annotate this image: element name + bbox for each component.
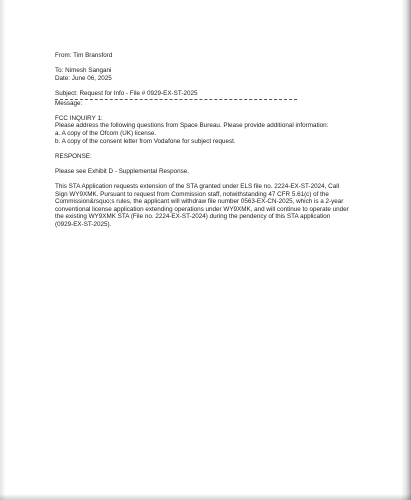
email-document <box>55 52 355 229</box>
inquiry-text: Please address the following questions from Space Bureau. Please provide additional information: <box>55 122 329 130</box>
inquiry-item-b: b. A copy of the consent letter from Vodafone for subject request. <box>55 137 236 145</box>
response-body-line: Sign WY9XMK. Pursuant to request from Commission staff, notwithstanding 47 CFR 5.61(c) of the <box>55 190 329 198</box>
message-label: Message: <box>55 99 83 107</box>
response-body-line: This STA Application requests extension of the STA granted under ELS file no. 2224-EX-ST-2024, Call <box>55 183 339 191</box>
to-line: To: Nimesh Sangani <box>55 67 112 75</box>
response-label: RESPONSE: <box>55 152 92 160</box>
response-body-line: (0929-EX-ST-2025). <box>55 221 112 229</box>
response-body-line: conventional license application extending operations under WY9XMK, and will continue to operate under <box>55 205 349 213</box>
page-edge-shadow-left <box>0 0 6 500</box>
response-body-line: Commission&rsquo;s rules, the applicant will withdraw file number 0563-EX-CN-2025, which is a 2-year <box>55 198 344 206</box>
page-edge-shadow-bottom <box>0 494 411 500</box>
page-edge-shadow-right <box>401 0 411 500</box>
inquiry-item-a: a. A copy of the Ofcom (UK) license. <box>55 129 157 137</box>
date-line: Date: June 06, 2025 <box>55 74 112 82</box>
response-exhibit-line: Please see Exhibit D - Supplemental Response. <box>55 167 190 175</box>
from-line: From: Tim Bransford <box>55 52 113 59</box>
response-body-line: the existing WY9XMK STA (File no. 2224-EX-ST-2024) during the pendency of this STA application <box>55 213 331 221</box>
inquiry-title: FCC INQUIRY 1: <box>55 114 103 122</box>
subject-line: Subject: Request for Info - File # 0929-EX-ST-2025 <box>55 89 198 97</box>
